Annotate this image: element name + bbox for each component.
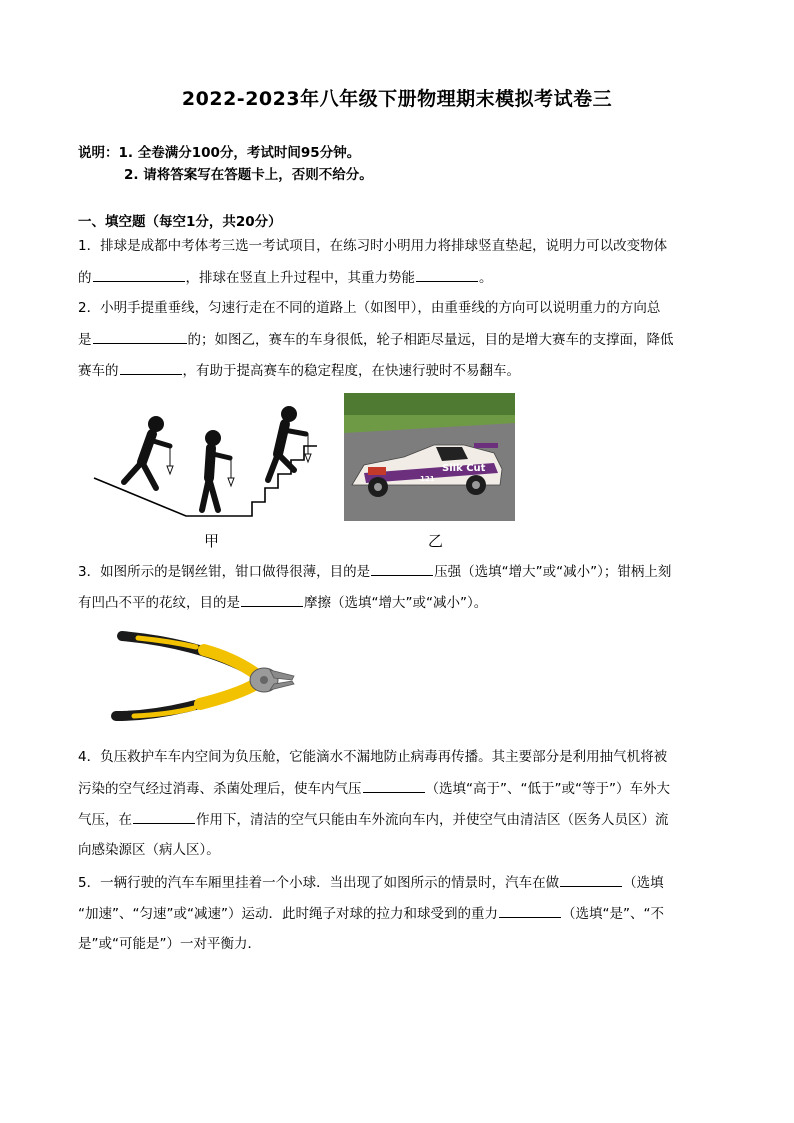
q2-line-1: 2．小明手提重垂线，匀速行走在不同的道路上（如图甲），由重垂线的方向可以说明重力的方向总 [78, 300, 661, 316]
answer-blank[interactable] [241, 592, 303, 607]
car-livery-text: Silk Cut [442, 463, 486, 474]
section-heading: 一、填空题（每空1分，共20分） [78, 214, 282, 230]
q2-line-3 [78, 360, 718, 381]
q5-line-2 [78, 903, 718, 924]
instruction-line-1: 说明：1. 全卷满分100分，考试时间95分钟。 [78, 145, 361, 161]
q2-text-c: 赛车的 [78, 363, 119, 379]
plier-handle-lower [116, 684, 256, 716]
q1-text-c: 。 [479, 270, 493, 286]
answer-blank[interactable] [93, 267, 185, 282]
q3-line-1 [78, 561, 718, 582]
q4-text-a: 污染的空气经过消毒、杀菌处理后，使车内气压 [78, 781, 362, 797]
plier-handle-upper [122, 636, 256, 674]
q3-text-d: 摩擦（选填“增大”或“减小”）。 [304, 595, 488, 611]
q4-line-1: 4．负压救护车车内空间为负压舱，它能滴水不漏地防止病毒再传播。其主要部分是利用抽气机将被 [78, 749, 668, 765]
plier-jaw [250, 668, 294, 692]
q5-text-c: “加速”、“匀速”或“减速”）运动．此时绳子对球的拉力和球受到的重力 [78, 906, 498, 922]
q5-text-b: （选填 [623, 875, 664, 891]
q2-text-a: 是 [78, 332, 92, 348]
answer-blank[interactable] [363, 778, 425, 793]
answer-blank[interactable] [133, 809, 195, 824]
q2-text-b: 的；如图乙，赛车的车身很低，轮子相距尽量远，目的是增大赛车的支撑面，降低 [187, 332, 674, 348]
answer-blank[interactable] [93, 329, 187, 344]
figure-plumb-line-walkers [90, 398, 330, 523]
q5-line-3: 是”或“可能是”）一对平衡力． [78, 936, 261, 952]
answer-blank[interactable] [416, 267, 478, 282]
q1-text-a: 的 [78, 270, 92, 286]
q5-text-d: （选填“是”、“不 [561, 906, 664, 922]
answer-blank[interactable] [499, 903, 561, 918]
q3-text-c: 有凹凸不平的花纹，目的是 [78, 595, 240, 611]
q1-line-1: 1．排球是成都中考体考三选一考试项目，在练习时小明用力将排球竖直垫起，说明力可以改变物体 [78, 238, 668, 254]
q2-line-2 [78, 329, 718, 350]
answer-blank[interactable] [120, 360, 182, 375]
answer-blank[interactable] [371, 561, 433, 576]
figure-race-car-photo [344, 393, 515, 521]
q3-text-b: 压强（选填“增大”或“减小”）；钳柄上刻 [434, 564, 672, 580]
q4-text-c: 气压，在 [78, 812, 132, 828]
q3-line-2 [78, 592, 718, 613]
q3-text-a: 3．如图所示的是钢丝钳，钳口做得很薄，目的是 [78, 564, 371, 580]
walker-figure [124, 416, 173, 488]
q5-line-1 [78, 872, 718, 893]
q1-text-b: ，排球在竖直上升过程中，其重力势能 [185, 270, 415, 286]
figure-pliers [108, 626, 298, 730]
q2-text-d: ，有助于提高赛车的稳定程度，在快速行驶时不易翻车。 [182, 363, 520, 379]
q4-text-b: （选填“高于”、“低于”或“等于”）车外大 [425, 781, 670, 797]
q4-line-3 [78, 809, 718, 830]
walker-figure [202, 430, 234, 510]
walker-figure [268, 406, 311, 480]
q5-text-a: 5．一辆行驶的汽车车厢里挂着一个小球．当出现了如图所示的情景时，汽车在做 [78, 875, 560, 891]
q4-line-2 [78, 778, 718, 799]
page-title: 2022-2023年八年级下册物理期末模拟考试卷三 [181, 88, 613, 110]
q1-line-2 [78, 267, 718, 288]
figure-label-b: 乙 [428, 532, 444, 550]
q4-text-d: 作用下，清洁的空气只能由车外流向车内，并使空气由清洁区（医务人员区）流 [196, 812, 669, 828]
q4-line-4: 向感染源区（病人区）。 [78, 842, 220, 858]
figure-label-a: 甲 [204, 532, 220, 550]
answer-blank[interactable] [560, 872, 622, 887]
instruction-line-2: 2. 请将答案写在答题卡上，否则不给分。 [124, 167, 373, 183]
car-number: 121 [420, 475, 435, 483]
